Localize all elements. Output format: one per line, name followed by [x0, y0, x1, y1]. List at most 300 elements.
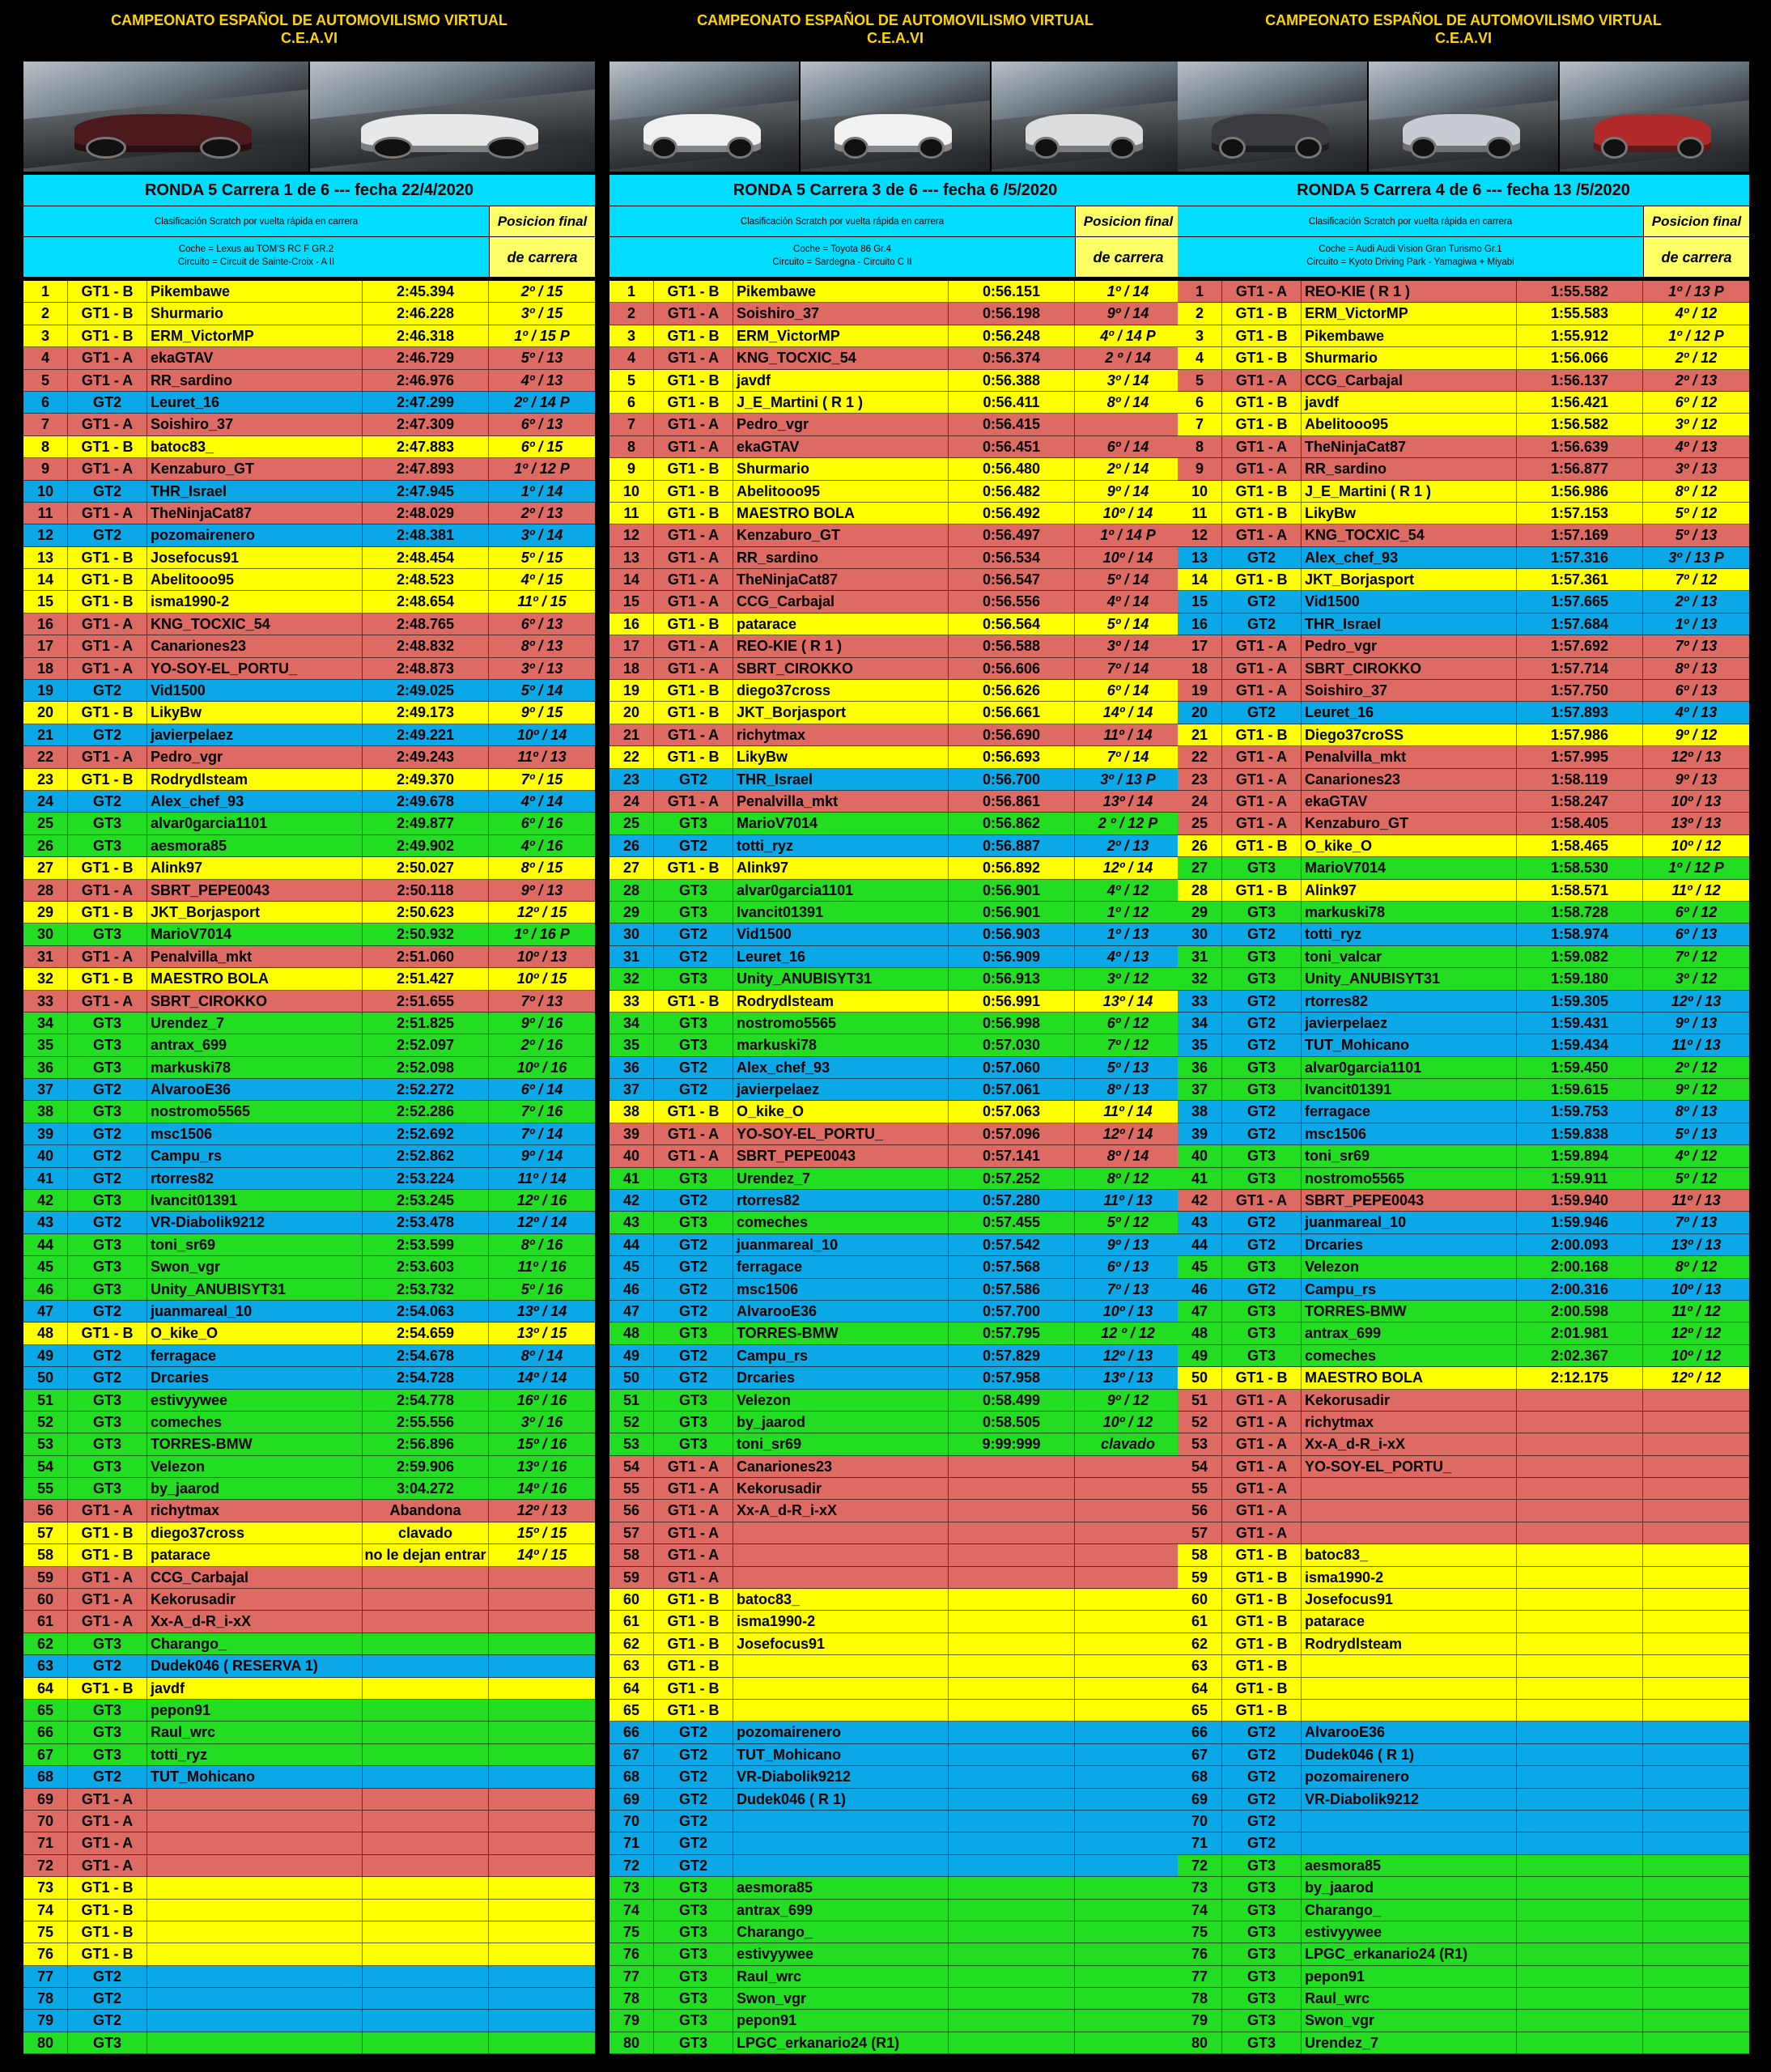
table-row — [23, 1522, 595, 1544]
table-row — [609, 1789, 1181, 1811]
driver-name-cell: rtorres82 — [733, 1190, 949, 1211]
driver-name-cell: Penalvilla_mkt — [733, 791, 949, 812]
class-cell: GT2 — [1222, 1212, 1302, 1233]
final-position-cell: 4º / 13 — [1675, 704, 1718, 721]
table-row — [609, 414, 1181, 435]
lap-time-cell: 1:57.316 — [1517, 547, 1643, 568]
class-cell: GT2 — [1222, 1789, 1302, 1810]
final-position-cell: 2º / 13 — [1675, 593, 1718, 610]
table-row — [23, 1811, 595, 1832]
final-position-cell — [1075, 1456, 1181, 1477]
lap-time-cell — [949, 1766, 1075, 1787]
final-position-cell: 9º / 14 — [1106, 482, 1149, 499]
lap-time-cell: 0:56.451 — [949, 436, 1075, 457]
position-cell: 30 — [609, 923, 654, 945]
championship-name: CAMPEONATO ESPAÑOL DE AUTOMOVILISMO VIRTUAL — [1265, 12, 1662, 28]
class-cell: GT1 - B — [1222, 1367, 1302, 1388]
lap-time-cell: 0:56.700 — [949, 769, 1075, 790]
class-cell: GT1 - B — [1222, 569, 1302, 590]
class-cell: GT2 — [654, 1832, 733, 1853]
final-position-cell — [1643, 1921, 1749, 1942]
class-cell: GT1 - B — [68, 591, 147, 612]
position-cell: 21 — [609, 724, 654, 745]
class-cell: GT1 - A — [68, 658, 147, 679]
table-row — [23, 1655, 595, 1677]
position-cell: 25 — [1178, 813, 1222, 834]
position-cell: 24 — [23, 791, 68, 812]
position-cell: 32 — [1178, 968, 1222, 989]
table-row — [609, 1101, 1181, 1123]
driver-name-cell: javierpelaez — [147, 724, 363, 745]
position-cell: 5 — [609, 370, 654, 391]
lap-time-cell: no le dejan entrar — [363, 1544, 489, 1565]
position-cell: 35 — [1178, 1034, 1222, 1055]
class-cell: GT1 - A — [68, 503, 147, 524]
driver-name-cell: MarioV7014 — [1302, 857, 1517, 878]
final-position-cell — [1075, 1900, 1181, 1921]
final-position-cell: 8º / 14 — [1106, 1148, 1149, 1165]
position-cell: 22 — [609, 746, 654, 767]
final-position-cell — [489, 1988, 595, 2009]
position-cell: 24 — [609, 791, 654, 812]
position-cell: 64 — [1178, 1678, 1222, 1699]
final-position-cell: 3º / 16 — [520, 1413, 563, 1430]
lap-time-cell: 2:48.873 — [363, 658, 489, 679]
championship-acronym: C.E.A.VI — [866, 30, 924, 46]
driver-name-cell — [733, 1522, 949, 1543]
table-row — [1178, 481, 1749, 503]
position-cell: 4 — [609, 347, 654, 368]
table-row — [609, 835, 1181, 857]
final-position-cell — [1075, 1988, 1181, 2009]
class-cell: GT1 - B — [68, 436, 147, 457]
final-position-cell: 14º / 16 — [516, 1480, 567, 1497]
final-position-cell: 3º / 13 — [520, 660, 563, 677]
position-cell: 37 — [1178, 1079, 1222, 1100]
lap-time-cell — [1517, 1544, 1643, 1565]
driver-name-cell: JKT_Borjasport — [147, 902, 363, 923]
driver-name-cell: Pedro_vgr — [1302, 635, 1517, 656]
final-position-cell: 1º / 14 P — [1100, 527, 1156, 544]
lap-time-cell — [363, 1611, 489, 1632]
position-cell: 37 — [23, 1079, 68, 1100]
table-row — [23, 569, 595, 591]
driver-name-cell: RR_sardino — [147, 370, 363, 391]
position-cell: 42 — [609, 1190, 654, 1211]
table-row — [23, 658, 595, 680]
table-row — [23, 746, 595, 768]
position-cell: 29 — [23, 902, 68, 923]
position-cell: 16 — [23, 614, 68, 635]
table-row — [609, 1832, 1181, 1854]
driver-name-cell: Shurmario — [733, 458, 949, 479]
lap-time-cell: 9:99:999 — [949, 1433, 1075, 1454]
driver-name-cell: Alex_chef_93 — [147, 791, 363, 812]
position-cell: 28 — [1178, 880, 1222, 901]
position-cell: 65 — [609, 1700, 654, 1721]
table-row — [23, 1301, 595, 1323]
lap-time-cell: 0:56.909 — [949, 946, 1075, 967]
driver-name-cell: Josefocus91 — [1302, 1589, 1517, 1610]
lap-time-cell — [1517, 1943, 1643, 1964]
final-position-header: Posicion final — [1075, 206, 1181, 236]
car-photo — [609, 62, 799, 172]
lap-time-cell — [949, 1966, 1075, 1987]
table-row — [23, 547, 595, 569]
driver-name-cell: batoc83_ — [147, 436, 363, 457]
lap-time-cell — [1517, 1500, 1643, 1521]
class-cell: GT2 — [1222, 1744, 1302, 1765]
class-cell: GT3 — [1222, 1900, 1302, 1921]
lap-time-cell — [363, 1589, 489, 1610]
table-row — [609, 481, 1181, 503]
table-row — [1178, 281, 1749, 303]
final-position-cell: 12º / 13 — [1102, 1347, 1153, 1364]
position-cell: 54 — [1178, 1456, 1222, 1477]
class-cell: GT2 — [68, 680, 147, 701]
position-cell: 20 — [1178, 702, 1222, 723]
final-position-cell: 5º / 13 — [1675, 1125, 1718, 1142]
lap-time-cell: 1:57.684 — [1517, 614, 1643, 635]
class-cell: GT3 — [1222, 902, 1302, 923]
lap-time-cell — [363, 2010, 489, 2031]
position-cell: 10 — [1178, 481, 1222, 502]
position-cell: 79 — [23, 2010, 68, 2031]
table-row — [23, 524, 595, 546]
table-row — [609, 347, 1181, 369]
lap-time-cell: 0:57.252 — [949, 1168, 1075, 1189]
class-cell: GT3 — [68, 1700, 147, 1721]
final-position-cell — [1075, 414, 1181, 435]
class-cell: GT1 - B — [654, 325, 733, 346]
final-position-cell: 1º / 15 P — [514, 327, 570, 344]
table-row — [1178, 680, 1749, 702]
lap-time-cell — [363, 1943, 489, 1964]
table-row — [609, 303, 1181, 325]
class-cell: GT2 — [1222, 923, 1302, 945]
lap-time-cell: 2:12.175 — [1517, 1367, 1643, 1388]
final-position-cell: 5º / 12 — [1675, 504, 1718, 521]
position-cell: 27 — [23, 857, 68, 878]
class-cell: GT2 — [1222, 614, 1302, 635]
class-cell: GT3 — [68, 1744, 147, 1765]
table-row — [609, 968, 1181, 990]
lap-time-cell — [1517, 1522, 1643, 1543]
position-cell: 59 — [23, 1567, 68, 1588]
position-cell: 34 — [1178, 1013, 1222, 1034]
table-row — [23, 1988, 595, 2010]
class-cell: GT2 — [654, 1766, 733, 1787]
championship-title — [1178, 11, 1749, 47]
position-cell: 15 — [23, 591, 68, 612]
final-position-cell: 9º / 14 — [1106, 305, 1149, 322]
table-row — [1178, 857, 1749, 879]
class-cell: GT3 — [68, 1034, 147, 1055]
driver-name-cell: Soishiro_37 — [733, 303, 949, 324]
final-position-cell: 5º / 12 — [1106, 1214, 1149, 1231]
table-row — [609, 458, 1181, 480]
driver-name-cell: rtorres82 — [1302, 991, 1517, 1012]
driver-name-cell: CCG_Carbajal — [1302, 370, 1517, 391]
car-photo — [23, 62, 308, 172]
lap-time-cell — [949, 1832, 1075, 1853]
table-row — [609, 724, 1181, 746]
table-row — [1178, 1877, 1749, 1899]
position-cell: 4 — [1178, 347, 1222, 368]
position-cell: 62 — [609, 1633, 654, 1654]
position-cell: 37 — [609, 1079, 654, 1100]
driver-name-cell: javdf — [733, 370, 949, 391]
final-position-cell: 5º / 16 — [520, 1280, 563, 1297]
final-position-cell — [1643, 1744, 1749, 1765]
race-panel-4 — [1178, 0, 1749, 2072]
driver-name-cell — [733, 1678, 949, 1699]
driver-name-cell: TUT_Mohicano — [1302, 1034, 1517, 1055]
lap-time-cell: 2:46.318 — [363, 325, 489, 346]
driver-name-cell: Charango_ — [147, 1633, 363, 1654]
lap-time-cell: 0:56.606 — [949, 658, 1075, 679]
position-cell: 8 — [609, 436, 654, 457]
class-cell: GT1 - A — [654, 347, 733, 368]
driver-name-cell: THR_Israel — [147, 481, 363, 502]
position-cell: 61 — [23, 1611, 68, 1632]
driver-name-cell: O_kike_O — [733, 1101, 949, 1122]
position-cell: 30 — [1178, 923, 1222, 945]
table-row — [23, 1433, 595, 1455]
table-row — [23, 1633, 595, 1655]
position-cell: 63 — [609, 1655, 654, 1676]
position-cell: 52 — [1178, 1412, 1222, 1433]
lap-time-cell: 0:57.280 — [949, 1190, 1075, 1211]
position-cell: 54 — [609, 1456, 654, 1477]
table-row — [1178, 2032, 1749, 2054]
position-cell: 43 — [23, 1212, 68, 1233]
class-cell: GT1 - A — [68, 746, 147, 767]
table-row — [609, 658, 1181, 680]
final-position-cell — [1643, 1412, 1749, 1433]
position-cell: 19 — [23, 680, 68, 701]
position-cell: 9 — [23, 458, 68, 479]
position-cell: 35 — [609, 1034, 654, 1055]
position-cell: 36 — [23, 1057, 68, 1078]
driver-name-cell: isma1990-2 — [147, 591, 363, 612]
final-position-cell: 1º / 12 P — [514, 461, 570, 478]
table-row — [23, 2010, 595, 2032]
class-cell: GT2 — [1222, 1234, 1302, 1255]
table-row — [609, 436, 1181, 458]
table-row — [23, 1034, 595, 1056]
class-cell: GT3 — [654, 1943, 733, 1964]
table-row — [1178, 1500, 1749, 1522]
car-circuit-info — [23, 236, 489, 277]
position-cell: 28 — [23, 880, 68, 901]
final-position-cell: 12 º / 12 — [1101, 1325, 1155, 1342]
table-row — [23, 503, 595, 524]
championship-title — [23, 11, 595, 47]
table-row — [23, 1390, 595, 1412]
class-cell: GT3 — [68, 1256, 147, 1277]
driver-name-cell: pepon91 — [1302, 1966, 1517, 1987]
final-position-cell: 1º / 14 — [520, 482, 563, 499]
table-row — [609, 635, 1181, 657]
class-cell: GT3 — [1222, 1855, 1302, 1876]
class-cell: GT1 - A — [654, 303, 733, 324]
position-cell: 56 — [23, 1500, 68, 1521]
final-position-cell: 6º / 14 — [1106, 682, 1149, 699]
class-cell: GT3 — [68, 1412, 147, 1433]
final-position-cell: 2º / 15 — [520, 283, 563, 299]
lap-time-cell: 0:56.903 — [949, 923, 1075, 945]
position-cell: 74 — [23, 1900, 68, 1921]
driver-name-cell: Drcaries — [733, 1367, 949, 1388]
final-position-cell: 7º / 14 — [1106, 660, 1149, 677]
driver-name-cell: Campu_rs — [147, 1145, 363, 1166]
driver-name-cell: KNG_TOCXIC_54 — [1302, 524, 1517, 546]
class-cell: GT1 - B — [654, 680, 733, 701]
table-row — [1178, 1390, 1749, 1412]
class-cell: GT3 — [1222, 1966, 1302, 1987]
driver-name-cell: Alex_chef_93 — [733, 1057, 949, 1078]
lap-time-cell: clavado — [363, 1522, 489, 1543]
final-position-cell: 9º / 13 — [1675, 1014, 1718, 1031]
lap-time-cell: 2:49.173 — [363, 702, 489, 723]
position-cell: 80 — [609, 2032, 654, 2053]
lap-time-cell — [1517, 1678, 1643, 1699]
final-position-cell — [1075, 1544, 1181, 1565]
championship-name: CAMPEONATO ESPAÑOL DE AUTOMOVILISMO VIRTUAL — [697, 12, 1094, 28]
position-cell: 54 — [23, 1456, 68, 1477]
driver-name-cell: Leuret_16 — [147, 392, 363, 413]
class-cell: GT1 - B — [654, 1700, 733, 1721]
final-position-cell: 4º / 15 — [520, 571, 563, 588]
class-cell: GT2 — [1222, 1766, 1302, 1787]
lap-time-cell: 1:59.431 — [1517, 1013, 1643, 1034]
lap-time-cell — [1517, 1921, 1643, 1942]
position-cell: 1 — [609, 281, 654, 302]
driver-name-cell: Swon_vgr — [147, 1256, 363, 1277]
class-cell: GT3 — [68, 1722, 147, 1743]
lap-time-cell: 2:47.883 — [363, 436, 489, 457]
table-row — [609, 1544, 1181, 1566]
position-cell: 25 — [609, 813, 654, 834]
position-cell: 66 — [609, 1722, 654, 1743]
driver-name-cell: Shurmario — [1302, 347, 1517, 368]
position-cell: 15 — [609, 591, 654, 612]
position-cell: 23 — [23, 769, 68, 790]
table-row — [609, 1013, 1181, 1034]
final-position-cell: 3º / 12 — [1675, 970, 1718, 987]
table-row — [23, 1855, 595, 1877]
table-row — [1178, 1212, 1749, 1233]
final-position-cell: 5º / 13 — [520, 350, 563, 367]
class-cell: GT3 — [654, 968, 733, 989]
position-cell: 50 — [609, 1367, 654, 1388]
table-row — [609, 1390, 1181, 1412]
final-position-cell: 8º / 12 — [1675, 1259, 1718, 1276]
position-cell: 73 — [23, 1877, 68, 1898]
position-cell: 44 — [23, 1234, 68, 1255]
driver-name-cell: Unity_ANUBISYT31 — [147, 1279, 363, 1300]
table-row — [23, 1079, 595, 1101]
lap-time-cell — [1517, 1766, 1643, 1787]
lap-time-cell — [1517, 1655, 1643, 1676]
class-cell: GT2 — [654, 1744, 733, 1765]
lap-time-cell: 0:56.861 — [949, 791, 1075, 812]
position-cell: 78 — [23, 1988, 68, 2009]
table-row — [609, 857, 1181, 879]
driver-name-cell: Ivancit01391 — [1302, 1079, 1517, 1100]
class-cell: GT3 — [68, 835, 147, 856]
final-position-cell — [1643, 1722, 1749, 1743]
final-position-cell: 6º / 14 — [1106, 438, 1149, 455]
final-position-cell: 4º / 13 — [1106, 948, 1149, 965]
final-position-cell — [489, 1766, 595, 1787]
position-cell: 61 — [1178, 1611, 1222, 1632]
class-cell: GT1 - A — [1222, 436, 1302, 457]
final-position-cell — [1075, 1722, 1181, 1743]
final-position-cell — [1643, 1966, 1749, 1987]
driver-name-cell: ERM_VictorMP — [1302, 303, 1517, 324]
position-cell: 9 — [1178, 458, 1222, 479]
lap-time-cell: 0:56.198 — [949, 303, 1075, 324]
position-cell: 5 — [23, 370, 68, 391]
championship-acronym: C.E.A.VI — [280, 30, 338, 46]
class-cell: GT1 - B — [68, 769, 147, 790]
final-position-cell: 6º / 16 — [520, 815, 563, 832]
final-position-cell: 16º / 16 — [516, 1391, 567, 1408]
final-position-cell: 5º / 13 — [1675, 527, 1718, 544]
table-row — [609, 1367, 1181, 1389]
final-position-cell: 11º / 16 — [517, 1259, 567, 1276]
class-cell: GT1 - A — [68, 880, 147, 901]
position-cell: 20 — [609, 702, 654, 723]
class-cell: GT2 — [654, 1345, 733, 1366]
lap-time-cell: 0:56.497 — [949, 524, 1075, 546]
table-row — [609, 1433, 1181, 1455]
lap-time-cell — [1517, 1589, 1643, 1610]
final-position-cell: 3º / 13 P — [1100, 771, 1156, 788]
position-cell: 58 — [609, 1544, 654, 1565]
driver-name-cell — [147, 1811, 363, 1832]
position-cell: 2 — [23, 303, 68, 324]
table-row — [1178, 1101, 1749, 1123]
table-row — [23, 481, 595, 503]
class-cell: GT2 — [654, 1789, 733, 1810]
lap-time-cell: 0:56.901 — [949, 880, 1075, 901]
lap-time-cell: 1:59.911 — [1517, 1168, 1643, 1189]
class-cell: GT3 — [68, 923, 147, 945]
position-cell: 7 — [609, 414, 654, 435]
position-cell: 63 — [1178, 1655, 1222, 1676]
race-panel-3 — [609, 0, 1181, 2072]
table-row — [1178, 968, 1749, 990]
driver-name-cell: MarioV7014 — [733, 813, 949, 834]
final-position-cell — [489, 1633, 595, 1654]
lap-time-cell — [1517, 1789, 1643, 1810]
position-cell: 12 — [609, 524, 654, 546]
final-position-cell — [1075, 1811, 1181, 1832]
final-position-cell — [489, 1811, 595, 1832]
position-cell: 71 — [609, 1832, 654, 1853]
table-row — [1178, 1655, 1749, 1677]
driver-name-cell: estivyywee — [1302, 1921, 1517, 1942]
lap-time-cell: 2:49.025 — [363, 680, 489, 701]
table-row — [1178, 347, 1749, 369]
driver-name-cell: J_E_Martini ( R 1 ) — [733, 392, 949, 413]
final-position-cell — [1075, 1567, 1181, 1588]
final-position-cell: 12º / 14 — [1102, 1125, 1153, 1142]
class-cell: GT2 — [654, 1811, 733, 1832]
